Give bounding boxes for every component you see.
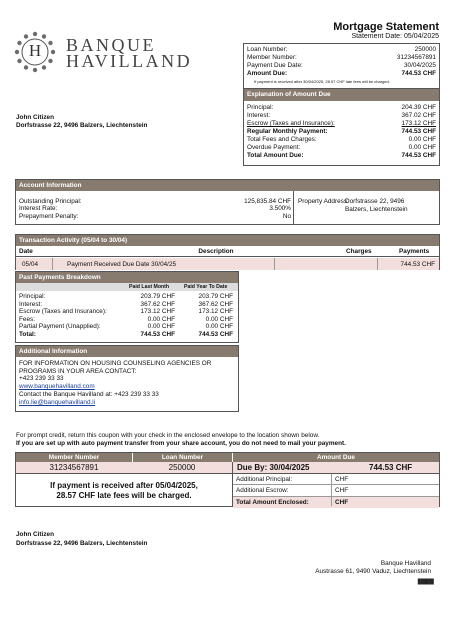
member-number-label: Member Number: xyxy=(247,54,297,61)
divider xyxy=(293,191,294,225)
account-info-header: Account Information xyxy=(16,180,439,191)
email-link[interactable]: info.lie@banquehavilland.li xyxy=(19,399,96,406)
past-payment-label: Total: xyxy=(19,330,36,338)
explanation-value: 0.00 CHF xyxy=(408,136,436,143)
explanation-label: Interest: xyxy=(247,112,271,119)
past-payment-row xyxy=(19,301,235,309)
loan-summary-row xyxy=(247,62,436,69)
mail-address: Dorfstrasse 22, 9496 Balzers, Liechtenstein xyxy=(16,540,148,547)
past-payments-rows xyxy=(19,293,235,338)
outstanding-principal-value: 125,835.84 CHF xyxy=(244,198,291,205)
loan-summary-row xyxy=(247,70,436,77)
coupon-late-line2: 28.57 CHF late fees will be charged. xyxy=(56,491,192,500)
coupon-extra-row[interactable] xyxy=(233,474,439,485)
prepayment-penalty-label: Prepayment Penalty: xyxy=(19,212,79,220)
interest-rate-value: 3.500% xyxy=(269,205,291,213)
coupon-late-line1: If payment is received after 05/04/2025, xyxy=(50,481,198,490)
divider xyxy=(52,258,53,270)
col-paid-last-month: Paid Last Month xyxy=(129,284,170,290)
payment-coupon xyxy=(15,452,440,507)
explanation-value: 0.00 CHF xyxy=(408,144,436,151)
logo-letter: H xyxy=(28,41,42,60)
interest-rate-label: Interest Rate: xyxy=(19,205,58,213)
loan-summary-row xyxy=(247,54,436,61)
loan-number-label: Loan Number: xyxy=(247,46,288,53)
coupon-extra-label: Additional Escrow: xyxy=(236,487,289,495)
late-fee-note: If payment is received after 30/04/2025, 28.57 CHF late fees will be charged. xyxy=(254,79,390,84)
explanation-label: Total Fees and Charges: xyxy=(247,136,317,143)
col-payments: Payments xyxy=(399,248,430,255)
explanation-value: 744.53 CHF xyxy=(401,152,436,159)
past-payment-last: 203.79 CHF xyxy=(140,293,175,300)
loan-summary-row xyxy=(247,46,436,53)
explanation-label: Regular Monthly Payment: xyxy=(247,128,328,135)
explanation-row xyxy=(247,104,436,112)
contact-line: Contact the Banque Havilland at: +423 239 33 33 xyxy=(19,391,159,398)
explanation-row xyxy=(247,128,436,136)
transaction-payments: 744.53 CHF xyxy=(400,261,435,268)
past-payment-ytd: 203.79 CHF xyxy=(198,293,233,300)
past-payments-header: Past Payments Breakdown xyxy=(16,272,238,283)
past-payment-row xyxy=(19,308,235,316)
past-payment-ytd: 367.62 CHF xyxy=(198,300,233,308)
col-member-number: Member Number xyxy=(16,453,132,462)
postal-barcode: ||||||||||||||||||||||||||||||||||||||||||||||||||||||||||||| xyxy=(417,579,433,585)
coupon-extra-row[interactable] xyxy=(233,485,439,496)
col-amount-due: Amount Due xyxy=(232,453,439,462)
divider xyxy=(331,474,332,506)
past-payment-last: 0.00 CHF xyxy=(147,315,175,323)
divider xyxy=(377,258,378,270)
account-info-box xyxy=(15,179,440,225)
explanation-header: Explanation of Amount Due xyxy=(244,89,439,101)
past-payment-ytd: 173.12 CHF xyxy=(198,308,233,315)
col-date: Date xyxy=(19,248,33,255)
return-address: Austrasse 61, 9490 Vaduz, Liechtenstein xyxy=(315,568,431,575)
explanation-value: 744.53 CHF xyxy=(401,128,436,135)
counseling-line1: FOR INFORMATION ON HOUSING COUNSELING AGENCIES OR xyxy=(19,360,212,367)
loan-number-value: 250000 xyxy=(414,46,436,53)
customer-address: Dorfstrasse 22, 9496 Balzers, Liechtenstein xyxy=(16,122,148,129)
coupon-extra-row[interactable] xyxy=(233,497,439,508)
coupon-number-row xyxy=(16,462,232,473)
transaction-activity-box xyxy=(15,234,440,270)
coupon-loan-number: 250000 xyxy=(168,463,196,472)
outstanding-principal-label: Outstanding Principal: xyxy=(19,198,82,205)
past-payment-label: Principal: xyxy=(19,293,46,300)
coupon-extra-value: CHF xyxy=(335,487,349,495)
explanation-row xyxy=(247,136,436,144)
past-payments-box xyxy=(15,271,239,343)
explanation-row xyxy=(247,112,436,120)
explanation-label: Overdue Payment: xyxy=(247,144,301,151)
property-address-line2: Balzers, Liechtenstein xyxy=(345,205,408,213)
coupon-instruction-1: For prompt credit, return this coupon with your check in the enclosed envelope to the location shown below. xyxy=(16,432,320,439)
col-description: Description xyxy=(198,248,234,255)
coupon-extra-label: Total Amount Enclosed: xyxy=(236,498,309,506)
past-payment-row xyxy=(19,293,235,301)
explanation-rows xyxy=(247,104,436,160)
coupon-extra-rows xyxy=(233,474,439,506)
explanation-label: Escrow (Taxes and Insurance): xyxy=(247,120,335,127)
coupon-extra-label: Additional Principal: xyxy=(236,476,293,483)
col-paid-ytd: Paid Year To Date xyxy=(184,284,228,290)
member-number-value: 31234567891 xyxy=(396,54,436,61)
explanation-box xyxy=(243,88,440,166)
past-payment-label: Escrow (Taxes and Insurance): xyxy=(19,308,107,315)
customer-name: John Citizen xyxy=(16,114,54,121)
past-payment-row xyxy=(19,323,235,331)
explanation-row xyxy=(247,144,436,152)
counseling-phone: +423 239 33 33 xyxy=(19,375,64,382)
additional-info-header: Additional Information xyxy=(16,346,238,357)
counseling-line2: PROGRAMS IN YOUR AREA CONTACT: xyxy=(19,367,137,375)
table-row xyxy=(16,258,439,270)
coupon-due-row xyxy=(232,462,439,473)
past-payment-row xyxy=(19,331,235,339)
explanation-row xyxy=(247,120,436,128)
loan-summary-box xyxy=(243,43,440,89)
explanation-label: Principal: xyxy=(247,104,274,111)
explanation-value: 204.39 CHF xyxy=(401,104,436,111)
past-payment-last: 744.53 CHF xyxy=(140,330,175,338)
additional-info-box xyxy=(15,345,239,412)
col-charges: Charges xyxy=(346,248,372,255)
prepayment-penalty-value: No xyxy=(282,212,291,220)
past-payment-ytd: 0.00 CHF xyxy=(205,323,233,330)
bank-name-line2: HAVILLAND xyxy=(66,51,193,71)
outstanding-principal-row xyxy=(19,198,291,205)
past-payment-last: 367.62 CHF xyxy=(140,300,175,308)
statement-title: Mortgage Statement xyxy=(333,21,439,33)
coupon-due-by: Due By: 30/04/2025 xyxy=(237,463,310,472)
coupon-extra-value: CHF xyxy=(335,498,349,506)
col-loan-number: Loan Number xyxy=(132,453,232,462)
past-payment-last: 0.00 CHF xyxy=(147,323,175,330)
amount-due-label: Amount Due: xyxy=(247,70,288,77)
bank-name-line1: BANQUE xyxy=(66,35,156,55)
payment-due-date-label: Payment Due Date: xyxy=(247,62,303,69)
prepayment-penalty-row xyxy=(19,213,291,220)
past-payment-row xyxy=(19,316,235,324)
return-bank: Banque Havilland xyxy=(380,560,431,567)
property-address-line1: Dorfstrasse 22, 9496 xyxy=(345,198,405,205)
past-payment-ytd: 0.00 CHF xyxy=(205,315,233,323)
account-info-left xyxy=(19,198,291,220)
divider xyxy=(16,256,439,257)
past-payment-label: Interest: xyxy=(19,300,43,308)
explanation-label: Total Amount Due: xyxy=(247,152,304,159)
explanation-row xyxy=(247,152,436,160)
website-link[interactable]: www.banquehavilland.com xyxy=(19,383,95,390)
past-payment-ytd: 744.53 CHF xyxy=(198,330,233,338)
statement-date: Statement Date: 05/04/2025 xyxy=(351,33,439,40)
interest-rate-row xyxy=(19,205,291,212)
transaction-description: Payment Received Due Date 30/04/25 xyxy=(67,261,177,268)
transaction-date: 05/04 xyxy=(22,261,38,268)
payment-due-date-value: 30/04/2025 xyxy=(404,62,436,69)
amount-due-value: 744.53 CHF xyxy=(401,70,436,77)
mail-name: John Citizen xyxy=(16,531,54,538)
coupon-instruction-2: If you are set up with auto payment transfer from your share account, you do not need to mail your payment. xyxy=(16,440,346,447)
coupon-member-number: 31234567891 xyxy=(49,463,99,472)
bank-logo xyxy=(12,30,58,76)
explanation-value: 367.02 CHF xyxy=(401,112,436,119)
coupon-extra-value: CHF xyxy=(335,476,349,483)
property-address-label: Property Address: xyxy=(298,198,349,205)
past-payment-label: Fees: xyxy=(19,315,35,323)
explanation-value: 173.12 CHF xyxy=(401,120,436,127)
transaction-header: Transaction Activity (05/04 to 30/04) xyxy=(16,235,439,246)
past-payment-last: 173.12 CHF xyxy=(140,308,175,315)
coupon-due-amount: 744.53 CHF xyxy=(369,463,413,472)
past-payment-label: Partial Payment (Unapplied): xyxy=(19,323,101,330)
